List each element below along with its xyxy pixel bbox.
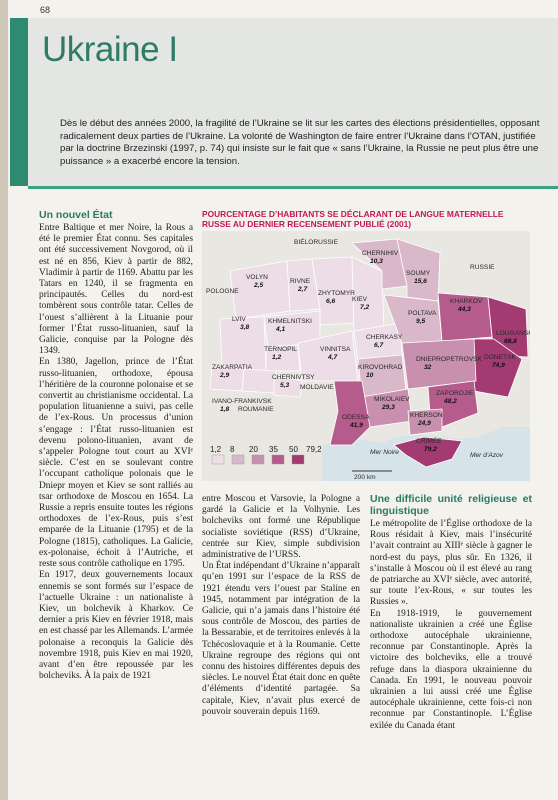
green-margin-bar — [10, 18, 28, 186]
section-heading-new-state: Un nouvel État — [39, 209, 113, 221]
region-name-label: IVANO-FRANKIVSK — [212, 398, 272, 405]
region-name-label: TERNOPIL — [264, 346, 297, 353]
region-value-label: 9,5 — [416, 318, 426, 325]
region-name-label: KIEV — [352, 296, 368, 303]
region-value-label: 2,7 — [298, 286, 308, 293]
region-value-label: 6,7 — [374, 342, 384, 349]
region-value-label: 15,6 — [414, 278, 427, 285]
region-dniepropetrovsk-shape — [402, 339, 476, 389]
country-label-bielorussie: BIÉLORUSSIE — [294, 239, 338, 246]
legend-value: 20 — [249, 445, 258, 454]
region-value-label: 7,2 — [360, 304, 370, 311]
region-name-label: VINNITSA — [320, 346, 351, 353]
legend-swatch — [272, 455, 284, 464]
intro-paragraph: Dès le début des années 2000, la fragilité de l’Ukraine se lit sur les cartes des élections présidentielles, opposant radicalement deux parties de l’Ukraine. La volonté de Washington de faire entrer l’Ukraine dans l’OTAN, justifiée par la doctrine Brzezinski (1997, p. 74) qui insiste sur le fait que « sans l’Ukraine, la Russie ne peut plus être une puissance » a exacerbé encore la tension. — [60, 118, 540, 167]
legend-value: 79,2 — [306, 445, 322, 454]
region-name-label: LOUGANSK — [496, 330, 530, 337]
region-value-label: 2,9 — [220, 372, 230, 379]
region-value-label: 32 — [424, 364, 432, 371]
map-title: POURCENTAGE D’HABITANTS SE DÉCLARANT DE LANGUE MATERNELLE RUSSE AU DERNIER RECENSEMENT PUBLIÉ (2001) — [202, 209, 504, 229]
region-name-label: ZAKARPATIA — [212, 364, 253, 371]
region-name-label: MIKOLAIEV — [374, 396, 410, 403]
region-name-label: POLTAVA — [408, 310, 437, 317]
region-name-label: ODESSA — [342, 414, 370, 421]
page-title: Ukraine I — [42, 30, 178, 69]
region-name-label: DONETSK — [484, 354, 516, 361]
middle-paragraph: entre Moscou et Varsovie, la Pologne a gardé la Galicie et la Volhynie. Les bolcheviks ont formé une République socialiste soviétique (RSS) d’Ukraine, centrée sur Kiev, simple subdivision administrative de l’URSS. — [202, 494, 360, 561]
region-value-label: 1,8 — [220, 406, 230, 413]
right-paragraph: Le métropolite de l’Église orthodoxe de la Rous résidait à Kiev, mais l’insécurité l’avait contraint au XIIIᵉ siècle à gagner le nord-est du pays, plus sûr. En 1326, il s’installe à Moscou où il est élevé au rang de patriarche au XVIᵉ siècle, avec autorité, sur toute l’ex-Rous, « sur toutes les Russies ». — [370, 519, 532, 608]
region-name-label: CHERNIHIV — [362, 250, 399, 257]
country-label-russie: RUSSIE — [470, 264, 495, 271]
legend-swatch — [232, 455, 244, 464]
sea-label-black-sea: Mer Noire — [370, 449, 399, 456]
region-value-label: 74,9 — [492, 362, 505, 369]
section-heading-religious-unity: Une difficile unité religieuse et linguistique — [370, 493, 532, 517]
region-value-label: 68,8 — [504, 338, 517, 345]
region-value-label: 44,3 — [458, 306, 471, 313]
legend-swatch — [212, 455, 224, 464]
region-value-label: 10,3 — [370, 258, 383, 265]
right-paragraph: En 1918-1919, le gouvernement nationaliste ukrainien a créé une Église orthodoxe autocéphale ukrainienne, reconnue par Constantinople. Après la victoire des bolcheviks, elle a trouvé refuge dans la diaspora ukrainienne du Canada. En 1991, le nouveau pouvoir ukrainien a lui aussi créé une Église autocéphale ukrainienne, cette fois-ci non reconnue par Constantinople. L’Église exilée du Canada étant — [370, 608, 532, 731]
region-name-label: KHERSON — [410, 412, 443, 419]
region-value-label: 41,9 — [350, 422, 363, 429]
region-volyn-shape — [230, 261, 290, 319]
region-value-label: 2,5 — [254, 282, 264, 289]
legend-swatch — [252, 455, 264, 464]
region-name-label: ZAPOROJIE — [436, 390, 474, 397]
map-svg — [202, 231, 530, 481]
region-name-label: RIVNE — [290, 278, 311, 285]
region-name-label: VOLYN — [246, 274, 268, 281]
legend-swatch — [292, 455, 304, 464]
left-paragraph: En 1917, deux gouvernements locaux ennemis se sont formés sur l’espace de l’actuelle Ukraine : un nationaliste à Kiev, un bolchevik à Kharkov. Ce dernier a pris Kiev en février 1918, mais en est chassé par les Allemands. L’armée polonaise a reconquis la Galicie dès novembre 1918, puis Kiev en mai 1920, avant d’en être repoussée par les bolcheviks. À la paix de 1921 — [39, 570, 193, 682]
region-value-label: 29,3 — [382, 404, 395, 411]
region-name-label: LVIV — [232, 316, 246, 323]
legend-value: 35 — [269, 445, 278, 454]
region-value-label: 6,6 — [326, 298, 336, 305]
left-column — [39, 209, 193, 682]
middle-paragraph: Un État indépendant d’Ukraine n’apparaît qu’en 1991 sur l’espace de la RSS de 1921 étendu vers l’ouest par Staline en 1945, notamment par intégration de la Galicie, qui n’a jamais dans l’histoire été sous contrôle de Moscou, des parties de la Bessarabie, et de territoires enlevés à la Tchécoslovaquie et à la Roumanie. Cette Ukraine regroupe des régions qui ont connu des histoires différentes depuis des siècles. Le nouvel État était donc en quête d’éléments d’identité partagée. Sa capitale, Kiev, n’avait plus exercé de pouvoir souverain depuis 1169. — [202, 561, 360, 717]
region-value-label: 5,3 — [280, 382, 290, 389]
region-name-label: DNIEPROPETROVSK — [416, 356, 482, 363]
region-value-label: 1,2 — [272, 354, 282, 361]
region-name-label: SOUMY — [406, 270, 431, 277]
region-name-label: CHERKASY — [366, 334, 403, 341]
scale-label: 200 km — [354, 474, 376, 481]
region-value-label: 10 — [366, 372, 374, 379]
region-value-label: 3,8 — [240, 324, 250, 331]
middle-column — [202, 494, 360, 718]
header-rule — [28, 186, 558, 189]
country-label-moldavie: MOLDAVIE — [300, 384, 334, 391]
region-ivano-frankivsk-shape — [242, 369, 276, 393]
country-label-pologne: POLOGNE — [206, 288, 239, 295]
legend-value: 50 — [289, 445, 298, 454]
country-label-roumanie: ROUMANIE — [238, 406, 274, 413]
page-edge — [0, 0, 8, 800]
region-name-label: KHMELNITSKI — [268, 318, 312, 325]
region-name-label: ZHYTOMYR — [318, 290, 355, 297]
left-paragraph: Entre Baltique et mer Noire, la Rous a été le premier État connu. Ses capitales ont été successivement Novgorod, où il est né en 856, Kiev à partir de 882, Vladimir à partir de 1169. Abattu par les Tatars en 1240, il se fragmenta en principautés. Celles du nord-est tombèrent sous contrôle tatar. Celles de l’ouest s’allièrent à la Lituanie pour former l’État russo-lituanien, sauf la Galicie, conquise par la Pologne dès 1349. — [39, 223, 193, 357]
region-name-label: KHARKOV — [450, 298, 483, 305]
region-value-label: 4,7 — [328, 354, 338, 361]
region-name-label: KIROVOHRAD — [358, 364, 403, 371]
region-value-label: 4,1 — [276, 326, 286, 333]
legend-value: 1,2 — [210, 445, 222, 454]
language-map — [202, 231, 530, 481]
region-value-label: 48,2 — [444, 398, 457, 405]
page-number: 68 — [40, 5, 51, 15]
sea-label-azov: Mer d’Azov — [470, 452, 503, 459]
region-value-label: 79,2 — [424, 446, 437, 453]
legend-value: 8 — [230, 445, 235, 454]
right-column — [370, 493, 532, 732]
left-paragraph: En 1380, Jagellon, prince de l’État russo-lituanien, orthodoxe, épousa l’héritière de la couronne polonaise et se convertit au christianisme occidental. La population lituanienne a suivi, pas celle de l’ex-Rous. Un processus d’union s’engage : l’État russo-lituanien est devenu polono-lituanien, avant de s’appeler Pologne tout court au XVIᵉ siècle. C’est en se soulevant contre l’occupant catholique polonais que le Dniepr moyen et Kiev se sont ralliés au tsar orthodoxe de Moscou en 1654. La Russie a repris ensuite toutes les régions orthodoxes de l’ex-Rous, puis s’est emparée de la Lituanie (1795) et de la Pologne (1815), catholiques. La Galicie, ex-polonaise, échoit à l’Autriche, et reste sous contrôle catholique en 1795. — [39, 357, 193, 570]
region-name-label: CRIMÉE — [416, 438, 442, 445]
region-value-label: 24,9 — [418, 420, 431, 427]
region-name-label: CHERNIVTSY — [272, 374, 315, 381]
